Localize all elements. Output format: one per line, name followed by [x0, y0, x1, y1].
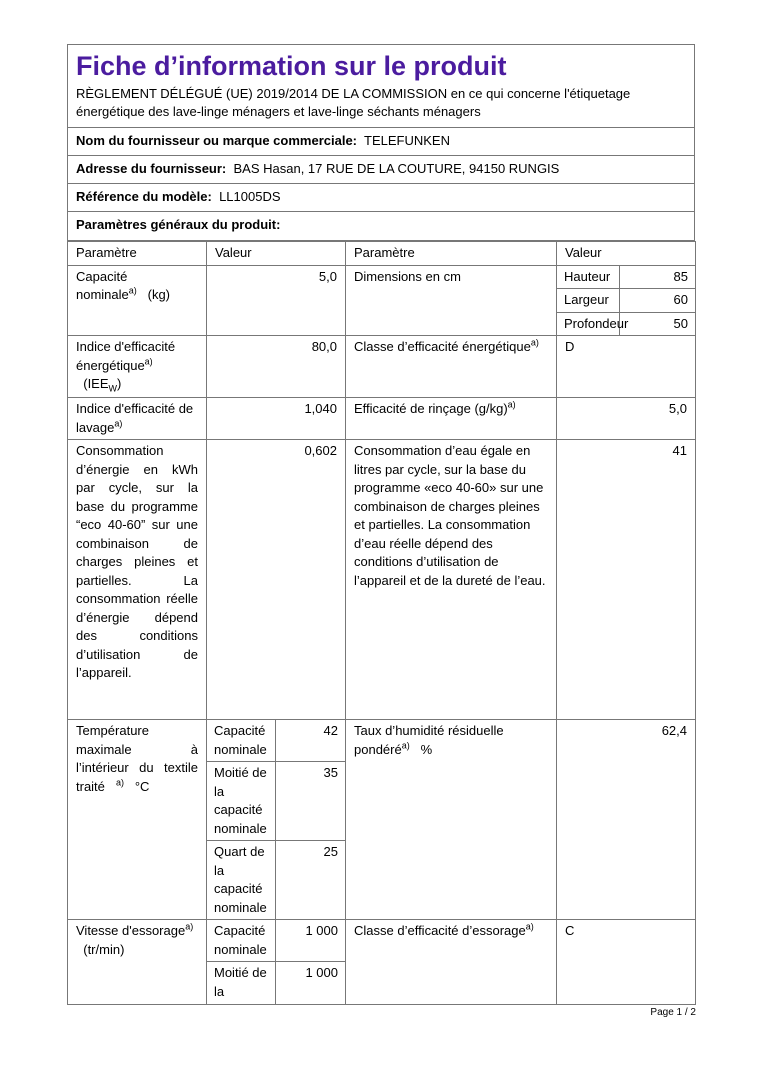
temp-quarter-label: Quart de la capacité nominale — [207, 841, 275, 920]
spin-nominal-label: Capacité nominale — [207, 920, 275, 962]
supplier-label: Nom du fournisseur ou marque commerciale: — [76, 133, 358, 148]
spin-half-label: Moitié de la — [207, 962, 275, 1004]
table-row — [68, 440, 696, 720]
height-label: Hauteur — [557, 266, 619, 289]
temperature-values — [207, 720, 346, 920]
model-label: Référence du modèle: — [76, 189, 212, 204]
address-label: Adresse du fournisseur: — [76, 161, 227, 176]
table-row — [68, 265, 696, 336]
supplier-value: TELEFUNKEN — [364, 133, 450, 148]
moisture-value: 62,4 — [557, 720, 696, 920]
eei-value: 80,0 — [207, 336, 346, 398]
washing-value: 1,040 — [207, 398, 346, 440]
spin-class-value: C — [557, 920, 696, 1005]
temp-half-value: 35 — [275, 762, 345, 841]
water-consumption-label: Consommation d’eau égale en litres par cycle, sur la base du programme «eco 40-60» sur une combinaison de charges pleines et partielles. La consommation d’eau réelle dépend des conditions d’utilisation de l’appareil et de la dureté de l’eau. — [346, 440, 557, 720]
dimensions-label: Dimensions en cm — [346, 265, 557, 336]
temp-nominal-value: 42 — [275, 720, 345, 762]
column-header-param: Paramètre — [346, 242, 557, 266]
energy-class-label: Classe d’efficacité énergétique$^{a)}$ — [346, 336, 557, 398]
model-row — [68, 184, 694, 212]
width-value: 60 — [619, 289, 695, 313]
general-params-label: Paramètres généraux du produit: — [76, 217, 281, 232]
rinsing-value: 5,0 — [557, 398, 696, 440]
energy-class-value: D — [557, 336, 696, 398]
water-consumption-value: 41 — [557, 440, 696, 720]
model-value: LL1005DS — [219, 189, 281, 204]
regulation-subtitle: RÈGLEMENT DÉLÉGUÉ (UE) 2019/2014 DE LA COMMISSION en ce qui concerne l'étiquetage énergétique des lave-linge ménagers et lave-linge séchants ménagers — [68, 85, 694, 128]
capacity-value: 5,0 — [207, 265, 346, 336]
address-value: BAS Hasan, 17 RUE DE LA COUTURE, 94150 RUNGIS — [233, 161, 560, 176]
table-row — [68, 920, 696, 1005]
table-header-row — [68, 242, 696, 266]
parameters-table — [67, 241, 696, 1005]
spin-label: Vitesse d'essorage$^{a)}$ (tr/min) — [68, 920, 207, 1005]
temp-half-label: Moitié de la capacité nominale — [207, 762, 275, 841]
page-title: Fiche d’information sur le produit — [76, 51, 507, 81]
temp-nominal-label: Capacité nominale — [207, 720, 275, 762]
supplier-row — [68, 128, 694, 156]
rinsing-label: Efficacité de rinçage $(g/kg)^{a)}$ — [346, 398, 557, 440]
capacity-label: Capacité nominale$^{a)}$ (kg) — [68, 265, 207, 336]
table-row — [68, 720, 696, 920]
sheet-header — [67, 44, 695, 241]
column-header-param: Paramètre — [68, 242, 207, 266]
moisture-label: Taux d’humidité résiduelle pondéré$^{a)}$ % — [346, 720, 557, 920]
address-row — [68, 156, 694, 184]
energy-consumption-label: Consommation d’énergie en kWh par cycle, sur la base du programme “eco 40-60” sur une combinaison de charges pleines et partielles. La consommation réelle d’énergie dépend des conditions d’utilisation de l’appareil. — [68, 440, 207, 720]
column-header-value: Valeur — [207, 242, 346, 266]
spin-nominal-value: 1 000 — [275, 920, 345, 962]
washing-label: Indice d'efficacité de lavage$^{a)}$ — [68, 398, 207, 440]
spin-values — [207, 920, 346, 1005]
table-row — [68, 398, 696, 440]
eei-label: Indice d'efficacité énergétique$^{a)}$ $(IEE_W)$ — [68, 336, 207, 398]
spin-class-label: Classe d’efficacité d’essorage$^{a)}$ — [346, 920, 557, 1005]
column-header-value: Valeur — [557, 242, 696, 266]
width-label: Largeur — [557, 289, 619, 313]
depth-label: Profondeur — [557, 312, 619, 335]
page-number: Page 1 / 2 — [650, 1007, 696, 1018]
temperature-label: Température maximale à l’intérieur du textile traité $^{a)}$ °C — [68, 720, 207, 920]
height-value: 85 — [619, 266, 695, 289]
product-information-sheet — [67, 44, 695, 999]
table-row — [68, 336, 696, 398]
dimensions-values — [557, 265, 696, 336]
spin-half-value: 1 000 — [305, 965, 338, 980]
depth-value: 50 — [673, 315, 688, 331]
energy-consumption-value: 0,602 — [207, 440, 346, 720]
temp-quarter-value: 25 — [323, 844, 338, 859]
general-params-row — [68, 212, 694, 240]
